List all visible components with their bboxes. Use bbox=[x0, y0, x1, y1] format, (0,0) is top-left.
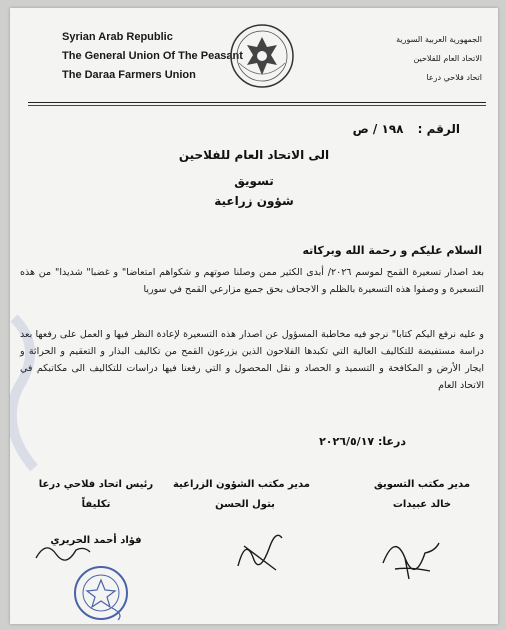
signatory-marketing bbox=[362, 475, 482, 515]
signatory-name: بتول الحسن bbox=[215, 499, 275, 510]
greeting: السلام عليكم و رحمة الله وبركاته bbox=[302, 244, 482, 257]
signature-mark bbox=[375, 523, 445, 583]
signatory-title: مدير مكتب التسويق bbox=[373, 479, 471, 490]
letterhead-english bbox=[62, 28, 243, 85]
official-stamp bbox=[72, 564, 130, 622]
signatory-title: رئيس اتحاد فلاحي درعا bbox=[38, 479, 154, 490]
signatory-agriculture bbox=[172, 475, 310, 515]
reference-label: الرقم : bbox=[417, 122, 460, 136]
letterhead-en-line-2: The General Union Of The Peasant bbox=[62, 50, 243, 62]
body-paragraph-2: و عليه نرفع اليكم كتابا" نرجو فيه مخاطبة المسؤول عن اصدار هذه التسعيرة لإعادة النظر فيها و العمل على رفعها بعد دراسة مستفيضة للتكاليف العالية التي تكبدها الفلاحون الذين يزرعون القمح من تكاليف البذار و التعقيم و الحراثة و ايجار الأرض و المكافحة و التسميد و الحصاد و نقل المحصول و التي رفعنا فيها دراسات للتكاليف الى مكاتبكم في الاتحاد العام bbox=[20, 329, 484, 391]
cc-agriculture: شؤون زراعية bbox=[214, 194, 294, 208]
letterhead-ar-line-3: اتحاد فلاحي درعا bbox=[426, 73, 482, 82]
signature-mark bbox=[230, 516, 290, 576]
letterhead-en-line-3: The Daraa Farmers Union bbox=[62, 69, 196, 81]
signatory-note: تكليفاً bbox=[81, 499, 111, 510]
body-paragraph-1: بعد اصدار تسعيرة القمح لموسم ٢٠٢٦/ أبدى الكثير ممن وصلنا صوتهم و شكواهم امتعاضا" و غضبا" شديدا" من هذه التسعيرة و وصفوا هذه التسعيرة بالظلم و الاجحاف بحق جميع مزارعي القمح في سوريا bbox=[20, 267, 484, 295]
signatory-name: خالد عبيدات bbox=[392, 499, 452, 510]
letterhead-ar-line-1: الجمهورية العربية السورية bbox=[396, 35, 482, 44]
union-emblem-icon bbox=[229, 23, 295, 89]
letter-date: درعا: ٢٠٢٦/٥/١٧ bbox=[319, 435, 406, 448]
reference-number bbox=[353, 122, 460, 136]
addressee: الى الاتحاد العام للفلاحين bbox=[178, 148, 330, 162]
signature-mark bbox=[32, 536, 92, 566]
document-page bbox=[10, 8, 498, 624]
header-rule bbox=[28, 102, 486, 103]
signatory-name: فؤاد أحمد الحريري bbox=[50, 535, 142, 546]
watermark bbox=[10, 308, 50, 478]
letterhead-ar-line-2: الاتحاد العام للفلاحين bbox=[413, 54, 482, 63]
letterhead-en-line-1: Syrian Arab Republic bbox=[62, 31, 173, 43]
reference-value: ١٩٨ / ص bbox=[352, 122, 404, 136]
letterhead-arabic bbox=[396, 30, 482, 87]
header-rule-thin bbox=[28, 105, 486, 106]
signatory-title: مدير مكتب الشؤون الزراعية bbox=[172, 479, 310, 490]
cc-marketing: تسويق bbox=[234, 174, 274, 188]
